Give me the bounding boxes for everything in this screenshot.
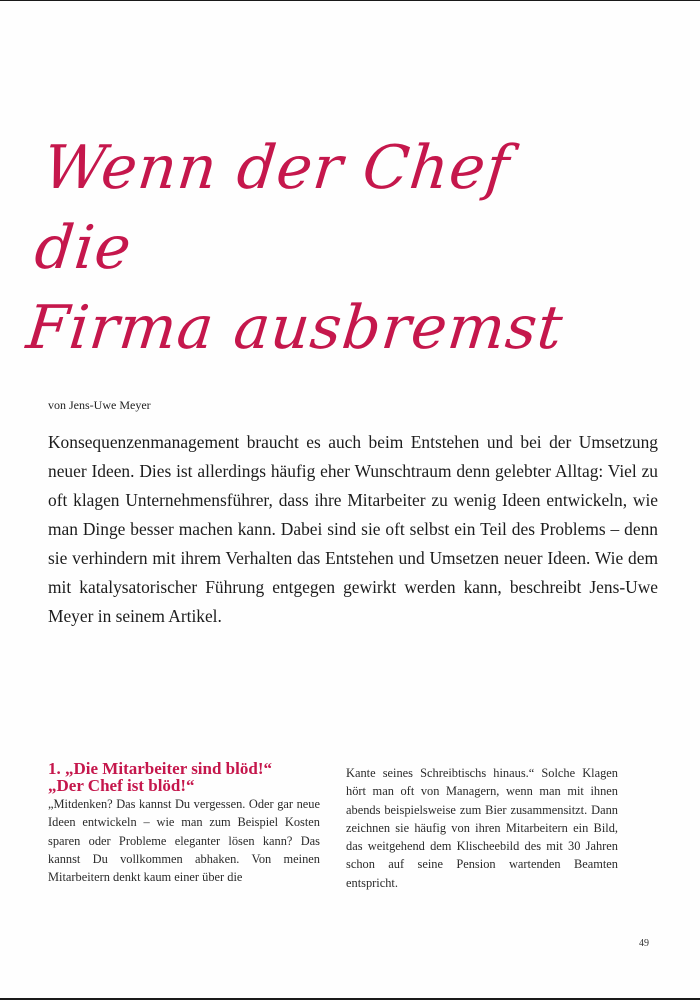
right-column-text: Kante seines Schreibtischs hinaus.“ Solche Klagen hört man oft von Managern, wenn man mit ihnen abends beispielsweise zum Bier zusammensitzt. Dann zeichnen sie häufig von ihren Mitarbeitern ein Bild, das weitgehend dem Klischeebild des mit 30 Jahren schon auf seine Pension wartenden Beamten entspricht.: [346, 766, 618, 890]
right-column: [346, 763, 618, 892]
article-title-line-2: Firma ausbremst: [23, 293, 567, 363]
section-heading-line-2: „Der Chef ist blöd!“: [48, 776, 195, 795]
section-heading: [48, 760, 320, 794]
page-number: 49: [639, 938, 649, 949]
left-column-text: „Mitdenken? Das kannst Du vergessen. Oder gar neue Ideen entwickeln – wie man zum Beispiel Kosten sparen oder Probleme eleganter lösen kann? Das kannst Du vollkommen abhaken. Von meinen Mitarbeitern denkt kaum einer über die: [48, 797, 320, 885]
lead-paragraph: Konsequenzenmanagement braucht es auch beim Entstehen und bei der Umsetzung neuer Ideen. Dies ist allerdings häufig eher Wunschtraum denn gelebter Alltag: Viel zu oft klagen Unternehmensführer, dass ihre Mitarbeiter zu wenig Ideen entwickeln, wie man Dinge besser machen kann. Dabei sind sie oft selbst ein Teil des Problems – denn sie verhindern mit ihrem Verhalten das Entstehen und Umsetzen neuer Ideen. Wie dem mit katalysatorischer Führung entgegen gewirkt werden kann, beschreibt Jens-Uwe Meyer in seinem Artikel.: [48, 432, 658, 626]
left-column: [48, 760, 320, 886]
page-edge-top: [0, 0, 700, 1]
article-title: [23, 128, 608, 368]
article-title-line-1: Wenn der Chef die: [31, 133, 514, 283]
author-byline: von Jens-Uwe Meyer: [48, 398, 151, 412]
section-heading-line-1: 1. „Die Mitarbeiter sind blöd!“: [48, 759, 272, 778]
